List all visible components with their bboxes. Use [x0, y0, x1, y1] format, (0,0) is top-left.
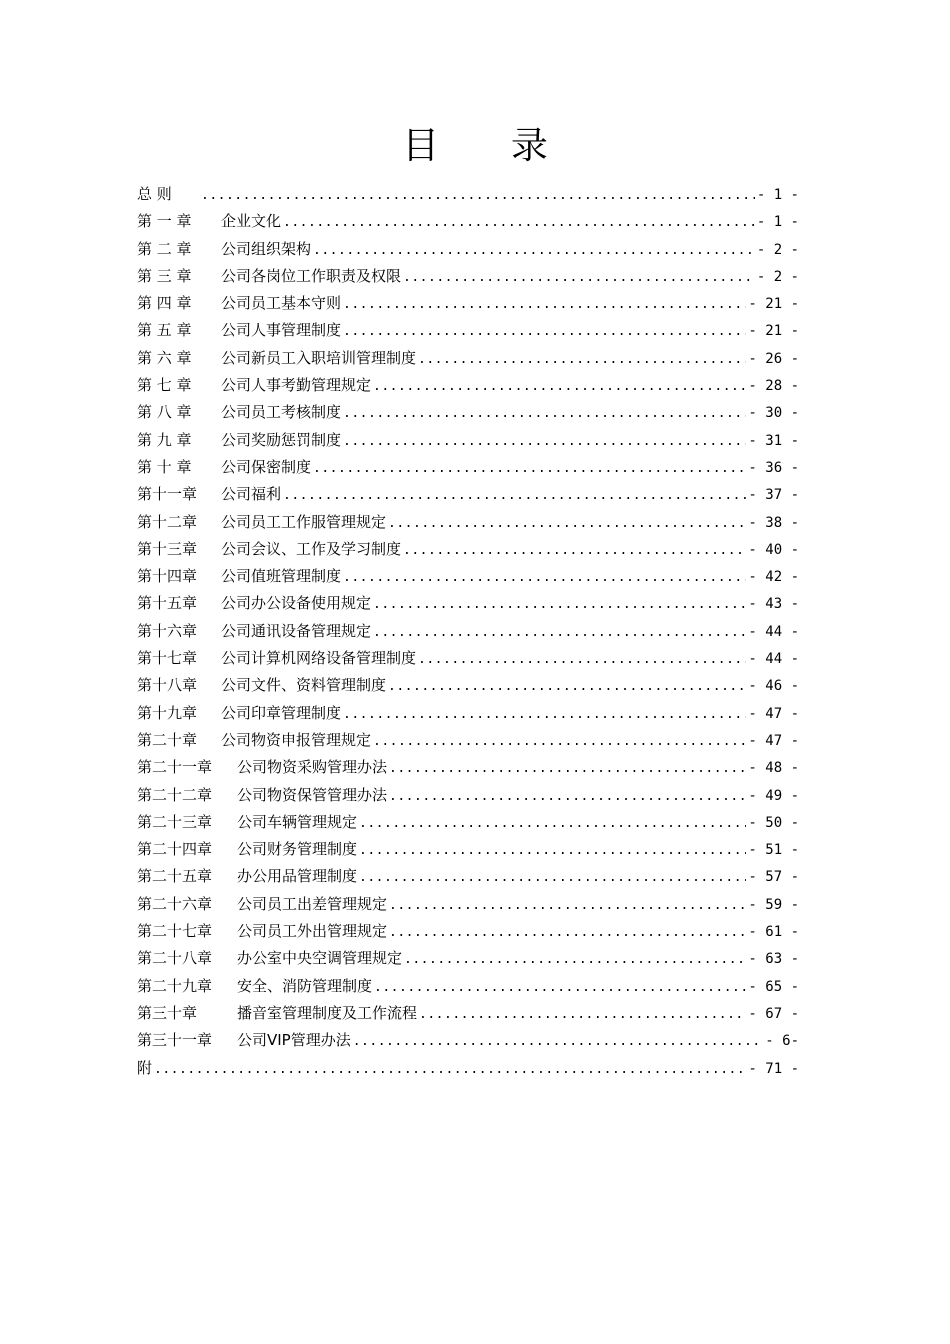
toc-page-number: - 37 -: [748, 487, 799, 504]
toc-entry-title: 公司组织架构: [221, 239, 312, 258]
toc-page-number: - 65 -: [748, 978, 799, 995]
toc-entry-title: 公司奖励惩罚制度: [221, 430, 342, 449]
toc-entry[interactable]: [137, 1000, 799, 1027]
toc-entry-title: 企业文化: [221, 212, 282, 231]
toc-entry[interactable]: [137, 345, 799, 372]
toc-dot-leader: [419, 1001, 746, 1027]
toc-entry[interactable]: [137, 181, 799, 208]
toc-entry[interactable]: [137, 754, 799, 781]
toc-entry-title: 公司保密制度: [221, 457, 312, 476]
toc-page-number: - 71 -: [748, 1060, 799, 1077]
toc-chapter-label: 第 六 章: [137, 348, 192, 367]
toc-entry[interactable]: [137, 509, 799, 536]
toc-dot-leader: [343, 318, 746, 344]
toc-page-number: - 63 -: [748, 951, 799, 968]
toc-entry[interactable]: [137, 809, 799, 836]
toc-entry-title: 公司物资保管管理办法: [237, 785, 388, 804]
toc-entry[interactable]: [137, 563, 799, 590]
toc-page-number: - 47 -: [748, 732, 799, 749]
toc-entry[interactable]: [137, 618, 799, 645]
toc-dot-leader: [343, 428, 746, 454]
toc-dot-leader: [373, 619, 746, 645]
toc-page-number: - 1 -: [756, 214, 799, 231]
toc-page-number: - 2 -: [756, 268, 799, 285]
toc-entry[interactable]: [137, 236, 799, 263]
toc-dot-leader: [403, 537, 746, 563]
toc-page-number: - 67 -: [748, 1005, 799, 1022]
toc-entry[interactable]: [137, 836, 799, 863]
toc-entry[interactable]: [137, 918, 799, 945]
toc-chapter-label: 第十七章: [137, 649, 198, 668]
toc-page-number: - 6-: [765, 1033, 799, 1050]
toc-dot-leader: [389, 919, 746, 945]
toc-dot-leader: [359, 810, 746, 836]
toc-entry[interactable]: [137, 208, 799, 235]
toc-dot-leader: [389, 892, 746, 918]
toc-chapter-label: 第三十一章: [137, 1031, 213, 1050]
toc-chapter-label: 第三十章: [137, 1003, 198, 1022]
toc-dot-leader: [389, 783, 746, 809]
toc-page-number: - 57 -: [748, 869, 799, 886]
toc-dot-leader: [343, 291, 746, 317]
toc-entry[interactable]: [137, 536, 799, 563]
toc-dot-leader: [154, 1056, 746, 1082]
toc-page-number: - 43 -: [748, 596, 799, 613]
toc-chapter-label: 第 一 章: [137, 212, 192, 231]
toc-entry-title: 办公用品管理制度: [237, 867, 358, 886]
toc-page-number: - 21 -: [748, 323, 799, 340]
toc-entry-title: 公司办公设备使用规定: [221, 594, 372, 613]
toc-entry-title: 公司员工出差管理规定: [237, 894, 388, 913]
toc-entry[interactable]: [137, 481, 799, 508]
toc-dot-leader: [418, 646, 746, 672]
toc-chapter-label: 第十三章: [137, 539, 198, 558]
toc-dot-leader: [201, 182, 755, 208]
toc-chapter-label: 附: [137, 1058, 153, 1077]
toc-dot-leader: [359, 837, 746, 863]
page-title: 目 录: [402, 124, 578, 167]
toc-chapter-label: 第二十二章: [137, 785, 213, 804]
toc-dot-leader: [404, 946, 746, 972]
toc-chapter-label: 第 九 章: [137, 430, 192, 449]
toc-chapter-label: 第二十六章: [137, 894, 213, 913]
toc-chapter-label: 第二十五章: [137, 867, 213, 886]
toc-dot-leader: [373, 728, 746, 754]
toc-page-number: - 47 -: [748, 705, 799, 722]
toc-dot-leader: [389, 755, 746, 781]
toc-page-number: - 46 -: [748, 678, 799, 695]
toc-page-number: - 30 -: [748, 405, 799, 422]
toc-entry[interactable]: [137, 727, 799, 754]
toc-entry[interactable]: [137, 863, 799, 890]
toc-page-number: - 42 -: [748, 569, 799, 586]
toc-dot-leader: [418, 346, 746, 372]
toc-entry[interactable]: [137, 891, 799, 918]
toc-dot-leader: [313, 237, 755, 263]
toc-dot-leader: [373, 591, 746, 617]
toc-entry-title: 公司人事考勤管理规定: [221, 376, 372, 395]
toc-dot-leader: [343, 400, 746, 426]
toc-entry-title: 公司值班管理制度: [221, 567, 342, 586]
toc-entry[interactable]: [137, 263, 799, 290]
toc-chapter-label: 第 二 章: [137, 239, 192, 258]
toc-entry-title: 公司车辆管理规定: [237, 812, 358, 831]
toc-entry-title: 公司员工基本守则: [221, 294, 342, 313]
toc-entry-title: 播音室管理制度及工作流程: [237, 1003, 418, 1022]
toc-entry-title: 公司文件、资料管理制度: [221, 676, 387, 695]
toc-dot-leader: [353, 1028, 764, 1054]
toc-entry-title: 公司各岗位工作职责及权限: [221, 266, 402, 285]
toc-page-number: - 44 -: [748, 623, 799, 640]
toc-dot-leader: [283, 482, 746, 508]
toc-entry-title: 公司员工外出管理规定: [237, 922, 388, 941]
toc-chapter-label: 第二十九章: [137, 976, 213, 995]
toc-entry-title: 安全、消防管理制度: [237, 976, 373, 995]
toc-entry-title: 公司物资申报管理规定: [221, 730, 372, 749]
toc-entry-title: 公司会议、工作及学习制度: [221, 539, 402, 558]
toc-entry-title: 公司物资采购管理办法: [237, 758, 388, 777]
toc-page-number: - 2 -: [756, 241, 799, 258]
toc-entry-title: 公司财务管理制度: [237, 840, 358, 859]
toc-entry[interactable]: [137, 782, 799, 809]
toc-page-number: - 44 -: [748, 651, 799, 668]
toc-entry-title: 公司通讯设备管理规定: [221, 621, 372, 640]
toc-chapter-label: 第十五章: [137, 594, 198, 613]
toc-page-number: - 49 -: [748, 787, 799, 804]
toc-chapter-label: 第 十 章: [137, 457, 192, 476]
toc-page-number: - 51 -: [748, 842, 799, 859]
toc-chapter-label: 第二十一章: [137, 758, 213, 777]
toc-page-number: - 31 -: [748, 432, 799, 449]
toc-entry[interactable]: [137, 945, 799, 972]
toc-entry-title: 公司VIP管理办法: [237, 1031, 351, 1050]
toc-page-number: - 61 -: [748, 924, 799, 941]
toc-entry[interactable]: [137, 672, 799, 699]
toc-page-number: - 38 -: [748, 514, 799, 531]
toc-entry-title: 公司员工工作服管理规定: [221, 512, 387, 531]
toc-dot-leader: [283, 209, 755, 235]
toc-page-number: - 36 -: [748, 459, 799, 476]
toc-page-number: - 1 -: [756, 187, 799, 203]
toc-chapter-label: 第十六章: [137, 621, 198, 640]
toc-chapter-label: 第十四章: [137, 567, 198, 586]
toc-chapter-label: 第 七 章: [137, 376, 192, 395]
toc-page-number: - 40 -: [748, 541, 799, 558]
toc-chapter-label: 第 三 章: [137, 266, 192, 285]
toc-chapter-label: 总 则: [137, 185, 172, 203]
toc-dot-leader: [403, 264, 755, 290]
toc-entry[interactable]: [137, 973, 799, 1000]
toc-entry[interactable]: [137, 427, 799, 454]
toc-entry[interactable]: [137, 454, 799, 481]
toc-entry-title: 公司印章管理制度: [221, 703, 342, 722]
toc-page-number: - 59 -: [748, 896, 799, 913]
toc-chapter-label: 第 四 章: [137, 294, 192, 313]
toc-entry[interactable]: [137, 290, 799, 317]
toc-entry-title: 公司福利: [221, 485, 282, 504]
toc-entry[interactable]: [137, 645, 799, 672]
toc-page-number: - 28 -: [748, 378, 799, 395]
toc-chapter-label: 第 五 章: [137, 321, 192, 340]
toc-dot-leader: [359, 864, 746, 890]
toc-chapter-label: 第二十七章: [137, 922, 213, 941]
toc-chapter-label: 第十八章: [137, 676, 198, 695]
toc-entry[interactable]: [137, 1055, 799, 1082]
toc-chapter-label: 第十九章: [137, 703, 198, 722]
toc-dot-leader: [374, 974, 746, 1000]
toc-page-number: - 26 -: [748, 350, 799, 367]
toc-entry-title: 公司人事管理制度: [221, 321, 342, 340]
toc-dot-leader: [313, 455, 746, 481]
toc-page-number: - 48 -: [748, 760, 799, 777]
toc-entry[interactable]: [137, 700, 799, 727]
toc-entry[interactable]: [137, 372, 799, 399]
toc-dot-leader: [388, 673, 746, 699]
toc-entry-title: 办公室中央空调管理规定: [237, 949, 403, 968]
toc-dot-leader: [343, 564, 746, 590]
toc-entry[interactable]: [137, 590, 799, 617]
toc-entry-title: 公司计算机网络设备管理制度: [221, 649, 417, 668]
toc-page-number: - 21 -: [748, 296, 799, 313]
toc-dot-leader: [373, 373, 746, 399]
toc-chapter-label: 第十二章: [137, 512, 198, 531]
table-of-contents: [137, 181, 799, 1082]
toc-entry-title: 公司新员工入职培训管理制度: [221, 348, 417, 367]
toc-chapter-label: 第二十章: [137, 730, 198, 749]
toc-entry[interactable]: [137, 317, 799, 344]
toc-chapter-label: 第二十四章: [137, 840, 213, 859]
toc-chapter-label: 第二十三章: [137, 812, 213, 831]
toc-entry[interactable]: [137, 1027, 799, 1054]
toc-chapter-label: 第十一章: [137, 485, 198, 504]
toc-entry-title: 公司员工考核制度: [221, 403, 342, 422]
toc-chapter-label: 第 八 章: [137, 403, 192, 422]
toc-page-number: - 50 -: [748, 814, 799, 831]
toc-chapter-label: 第二十八章: [137, 949, 213, 968]
toc-dot-leader: [343, 701, 746, 727]
toc-entry[interactable]: [137, 399, 799, 426]
toc-dot-leader: [388, 510, 746, 536]
